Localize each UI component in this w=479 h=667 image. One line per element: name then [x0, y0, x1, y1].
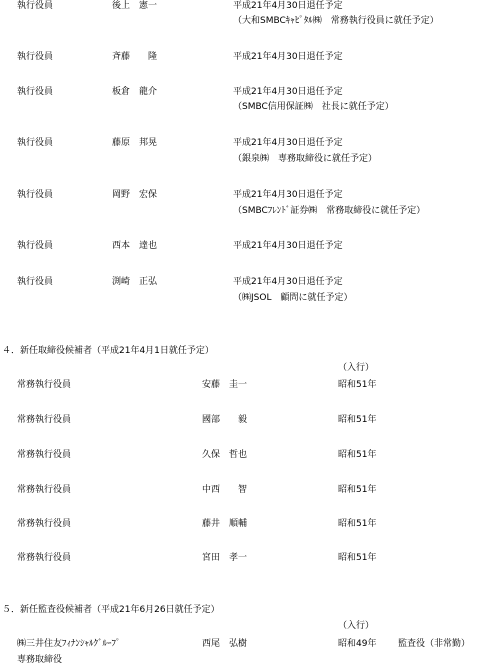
officer-title: 執行役員 — [17, 241, 54, 251]
officer-title: 執行役員 — [17, 52, 54, 62]
officer-title: 執行役員 — [17, 277, 54, 287]
officer-status: 平成21年4月30日退任予定 — [233, 52, 343, 62]
candidate-title: 常務執行役員 — [17, 485, 72, 495]
candidate-year: 昭和51年 — [338, 380, 377, 390]
auditor-role: 監査役（非常勤） — [398, 639, 471, 649]
candidate-title: 常務執行役員 — [17, 519, 72, 529]
auditor-name: 西尾 弘樹 — [202, 639, 248, 649]
auditor-year: 昭和49年 — [338, 639, 377, 649]
candidate-year: 昭和51年 — [338, 519, 377, 529]
officer-name: 渕崎 正弘 — [112, 277, 158, 287]
officer-name: 板倉 龍介 — [112, 87, 158, 97]
candidate-name: 宮田 孝一 — [202, 553, 248, 563]
officer-title: 執行役員 — [17, 190, 54, 200]
candidate-year: 昭和51年 — [338, 415, 377, 425]
candidate-year: 昭和51年 — [338, 553, 377, 563]
section-heading: ４．新任取締役候補者（平成21年4月1日就任予定） — [2, 346, 214, 356]
officer-title: 執行役員 — [17, 87, 54, 97]
officer-note: （大和SMBCｷｬﾋﾟﾀﾙ㈱ 常務執行役員に就任予定） — [233, 16, 439, 26]
officer-name: 岡野 宏保 — [112, 190, 158, 200]
candidate-name: 藤井 順輔 — [202, 519, 248, 529]
officer-note: （銀泉㈱ 専務取締役に就任予定） — [233, 154, 378, 164]
auditor-company: ㈱三井住友ﾌｨﾅﾝｼｬﾙｸﾞﾙｰﾌﾟ — [17, 639, 121, 649]
candidate-name: 安藤 圭一 — [202, 380, 248, 390]
officer-status: 平成21年4月30日退任予定 — [233, 190, 343, 200]
officer-status: 平成21年4月30日退任予定 — [233, 1, 343, 11]
candidate-title: 常務執行役員 — [17, 553, 72, 563]
officer-title: 執行役員 — [17, 138, 54, 148]
candidate-year: 昭和51年 — [338, 485, 377, 495]
officer-name: 西本 達也 — [112, 241, 158, 251]
year-header: （入行） — [338, 621, 375, 631]
officer-note: （㈱JSOL 顧問に就任予定） — [233, 293, 353, 303]
officer-note: （SMBCﾌﾚﾝﾄﾞ証券㈱ 常務取締役に就任予定） — [233, 206, 426, 216]
auditor-position: 専務取締役 — [17, 655, 63, 665]
officer-status: 平成21年4月30日退任予定 — [233, 138, 343, 148]
candidate-year: 昭和51年 — [338, 450, 377, 460]
candidate-name: 中西 智 — [202, 485, 248, 495]
candidate-title: 常務執行役員 — [17, 380, 72, 390]
section-heading: ５．新任監査役候補者（平成21年6月26日就任予定） — [2, 605, 220, 615]
officer-title: 執行役員 — [17, 1, 54, 11]
candidate-title: 常務執行役員 — [17, 415, 72, 425]
officer-status: 平成21年4月30日退任予定 — [233, 87, 343, 97]
year-header: （入行） — [338, 363, 375, 373]
candidate-name: 國部 毅 — [202, 415, 248, 425]
officer-name: 斉藤 隆 — [112, 52, 158, 62]
officer-name: 後上 憲一 — [112, 1, 158, 11]
officer-name: 藤原 邦晃 — [112, 138, 158, 148]
candidate-title: 常務執行役員 — [17, 450, 72, 460]
officer-note: （SMBC信用保証㈱ 社長に就任予定） — [233, 102, 394, 112]
officer-status: 平成21年4月30日退任予定 — [233, 277, 343, 287]
candidate-name: 久保 哲也 — [202, 450, 248, 460]
officer-status: 平成21年4月30日退任予定 — [233, 241, 343, 251]
